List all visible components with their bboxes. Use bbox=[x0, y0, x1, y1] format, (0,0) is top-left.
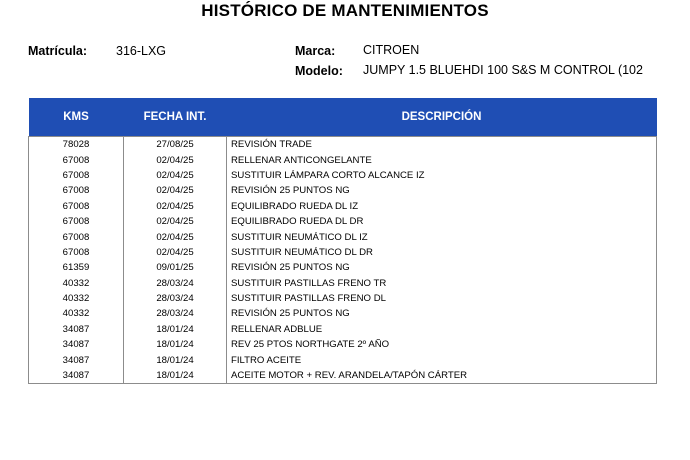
matricula-value: 316-LXG bbox=[116, 44, 167, 58]
cell-kms: 67008 bbox=[62, 154, 90, 166]
cell-kms: 67008 bbox=[62, 216, 90, 228]
cell-fecha: 18/01/24 bbox=[124, 322, 227, 337]
maintenance-table bbox=[28, 98, 657, 384]
cell-fecha: 02/04/25 bbox=[124, 245, 227, 260]
cell-fecha: 18/01/24 bbox=[124, 352, 227, 367]
cell-fecha: 09/01/25 bbox=[124, 260, 227, 275]
table-row bbox=[29, 337, 657, 352]
cell-kms: 34087 bbox=[62, 370, 90, 382]
cell-kms: 61359 bbox=[62, 262, 90, 274]
cell-kms: 40332 bbox=[62, 308, 90, 320]
table-row bbox=[29, 322, 657, 337]
cell-fecha: 28/03/24 bbox=[124, 291, 227, 306]
cell-descripcion: REVISIÓN 25 PUNTOS NG bbox=[227, 260, 657, 275]
cell-kms: 40332 bbox=[62, 277, 90, 289]
marca-label: Marca: bbox=[295, 44, 336, 58]
table-row bbox=[29, 137, 657, 153]
cell-descripcion: REV 25 PTOS NORTHGATE 2º AÑO bbox=[227, 337, 657, 352]
cell-fecha: 28/03/24 bbox=[124, 306, 227, 321]
table-row bbox=[29, 199, 657, 214]
cell-kms: 40332 bbox=[62, 293, 90, 305]
cell-fecha: 18/01/24 bbox=[124, 368, 227, 384]
table-row bbox=[29, 260, 657, 275]
column-header-kms: KMS bbox=[29, 98, 124, 137]
table-row bbox=[29, 183, 657, 198]
marca-value: CITROEN bbox=[363, 43, 420, 57]
table-row bbox=[29, 214, 657, 229]
table-row bbox=[29, 245, 657, 260]
cell-descripcion: FILTRO ACEITE bbox=[227, 352, 657, 367]
cell-descripcion: SUSTITUIR PASTILLAS FRENO DL bbox=[227, 291, 657, 306]
cell-fecha: 02/04/25 bbox=[124, 199, 227, 214]
cell-descripcion: REVISIÓN 25 PUNTOS NG bbox=[227, 183, 657, 198]
cell-descripcion: REVISIÓN 25 PUNTOS NG bbox=[227, 306, 657, 321]
table-row bbox=[29, 168, 657, 183]
table-row bbox=[29, 306, 657, 321]
cell-kms: 34087 bbox=[62, 354, 90, 366]
page-title: HISTÓRICO DE MANTENIMIENTOS bbox=[201, 1, 489, 20]
cell-fecha: 02/04/25 bbox=[124, 214, 227, 229]
table-row bbox=[29, 368, 657, 384]
cell-descripcion: SUSTITUIR NEUMÁTICO DL IZ bbox=[227, 229, 657, 244]
table-row bbox=[29, 276, 657, 291]
cell-descripcion: SUSTITUIR LÁMPARA CORTO ALCANCE IZ bbox=[227, 168, 657, 183]
cell-fecha: 27/08/25 bbox=[124, 137, 227, 153]
column-header-descripcion: DESCRIPCIÓN bbox=[227, 98, 657, 137]
cell-kms: 67008 bbox=[62, 246, 90, 258]
cell-fecha: 02/04/25 bbox=[124, 183, 227, 198]
cell-descripcion: REVISIÓN TRADE bbox=[227, 137, 657, 153]
table-row bbox=[29, 229, 657, 244]
table-header-row bbox=[29, 98, 657, 137]
cell-fecha: 18/01/24 bbox=[124, 337, 227, 352]
cell-descripcion: ACEITE MOTOR + REV. ARANDELA/TAPÓN CÁRTER bbox=[227, 368, 657, 384]
table-row bbox=[29, 352, 657, 367]
cell-descripcion: RELLENAR ADBLUE bbox=[227, 322, 657, 337]
maintenance-table-container bbox=[28, 98, 656, 384]
table-row bbox=[29, 152, 657, 167]
column-header-fecha: FECHA INT. bbox=[124, 98, 227, 137]
table-row bbox=[29, 291, 657, 306]
cell-fecha: 02/04/25 bbox=[124, 168, 227, 183]
cell-kms: 67008 bbox=[62, 169, 90, 181]
cell-kms: 67008 bbox=[62, 185, 90, 197]
cell-fecha: 02/04/25 bbox=[124, 152, 227, 167]
cell-kms: 34087 bbox=[62, 339, 90, 351]
modelo-label: Modelo: bbox=[295, 64, 343, 78]
cell-descripcion: SUSTITUIR NEUMÁTICO DL DR bbox=[227, 245, 657, 260]
cell-fecha: 02/04/25 bbox=[124, 229, 227, 244]
cell-descripcion: RELLENAR ANTICONGELANTE bbox=[227, 152, 657, 167]
cell-kms: 67008 bbox=[62, 200, 90, 212]
cell-kms: 34087 bbox=[62, 323, 90, 335]
cell-kms: 67008 bbox=[62, 231, 90, 243]
modelo-value: JUMPY 1.5 BLUEHDI 100 S&S M CONTROL (102 bbox=[363, 63, 643, 77]
cell-kms: 78028 bbox=[62, 139, 90, 151]
table-body bbox=[29, 137, 657, 384]
cell-fecha: 28/03/24 bbox=[124, 276, 227, 291]
cell-descripcion: EQUILIBRADO RUEDA DL DR bbox=[227, 214, 657, 229]
cell-descripcion: EQUILIBRADO RUEDA DL IZ bbox=[227, 199, 657, 214]
matricula-label: Matrícula: bbox=[28, 44, 88, 58]
cell-descripcion: SUSTITUIR PASTILLAS FRENO TR bbox=[227, 276, 657, 291]
